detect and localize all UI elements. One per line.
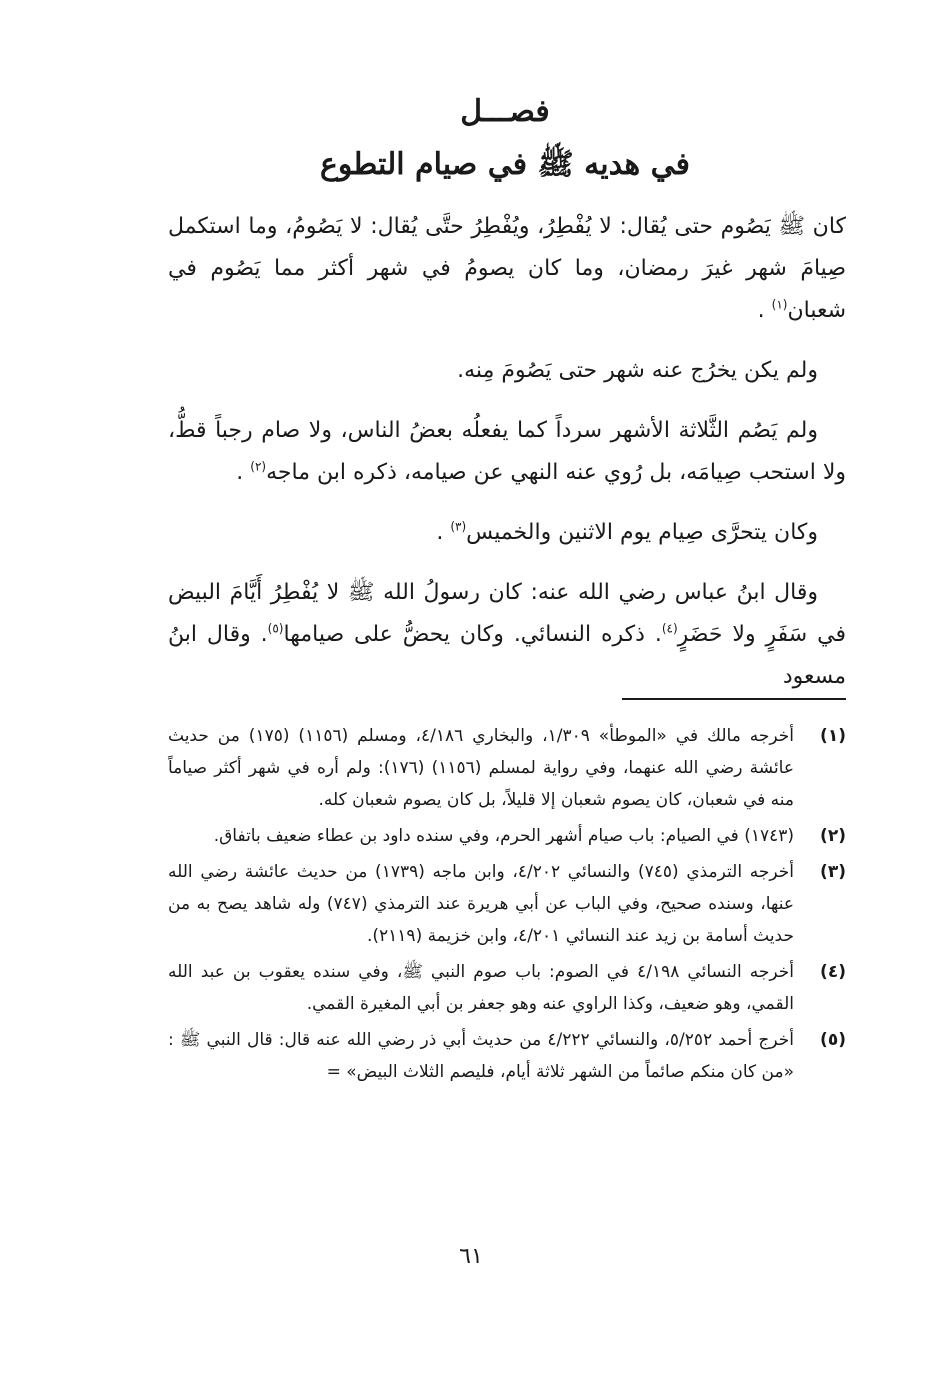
footnote-number: (٥) bbox=[820, 1030, 846, 1050]
paragraph-text-after: . ذكره النسائي. وكان يحضُّ على صيامها bbox=[283, 622, 662, 647]
footnote bbox=[168, 720, 846, 816]
paragraph-text: ولم يكن يخرُج عنه شهر حتى يَصُومَ مِنه. bbox=[457, 358, 818, 383]
footnote-number: (٤) bbox=[820, 962, 846, 982]
paragraph bbox=[168, 512, 846, 554]
footnote-number: (٢) bbox=[820, 826, 846, 846]
footnote-reference: (٢) bbox=[250, 459, 267, 474]
footnote-reference: (٥) bbox=[267, 621, 284, 636]
paragraph-text-after: . bbox=[236, 460, 251, 485]
footnote-text: (١٧٤٣) في الصيام: باب صيام أشهر الحرم، وفي سنده داود بن عطاء ضعيف باتفاق. bbox=[213, 826, 794, 846]
paragraph bbox=[168, 350, 846, 392]
paragraph-text: ولم يَصُم الثَّلاثة الأشهر سرداً كما يفعلُه بعضُ الناس، ولا صام رجباً قطُّ، ولا استحب صِيامَه، بل رُوي عنه النهي عن صيامه، ذكره ابن ماجه bbox=[168, 418, 846, 485]
section-title: في هديه ﷺ في صيام التطوع bbox=[320, 147, 690, 182]
paragraph-text: كان ﷺ يَصُوم حتى يُقال: لا يُفْطِرُ، ويُفْطِرُ حتَّى يُقال: لا يَصُومُ، وما استكمل صِيامَ شهر غيرَ رمضان، وما كان يصومُ في شهر أكثر مما يَصُوم في شعبان bbox=[168, 214, 846, 323]
paragraph-text-after: . وقال ابنُ مسعود bbox=[168, 622, 846, 689]
footnote-text: أخرج أحمد ٥/٢٥٢، والنسائي ٤/٢٢٢ من حديث أبي ذر رضي الله عنه قال: قال النبي ﷺ : «من كان منكم صائماً من الشهر ثلاثة أيام، فليصم الثلاث البيض» = bbox=[168, 1030, 794, 1082]
footnote-reference: (٤) bbox=[661, 621, 678, 636]
paragraph bbox=[168, 410, 846, 494]
page-number: ٦١ bbox=[459, 1244, 483, 1269]
footnote-text: أخرجه مالك في «الموطأ» ١/٣٠٩، والبخاري ٤/١٨٦، ومسلم (١١٥٦) (١٧٥) من حديث عائشة رضي الله عنهما، وفي رواية لمسلم (١١٥٦) (١٧٦): ولم أره في شهر أكثر صياماً منه في شعبان، كان يصوم شعبان إلا قليلاً، بل كان يصوم شعبان كله. bbox=[168, 726, 795, 810]
footnote-reference: (٣) bbox=[450, 519, 467, 534]
paragraph-text-after: . bbox=[757, 298, 772, 323]
paragraph bbox=[168, 206, 846, 332]
main-text bbox=[168, 206, 846, 716]
footnote-number: (٣) bbox=[820, 862, 846, 882]
footnote bbox=[168, 956, 846, 1020]
paragraph bbox=[168, 572, 846, 698]
footnote-text: أخرجه الترمذي (٧٤٥) والنسائي ٤/٢٠٢، وابن ماجه (١٧٣٩) من حديث عائشة رضي الله عنها، وسنده صحيح، وفي الباب عن أبي هريرة عند الترمذي (٧٤٧) وله شاهد يصح به من حديث أسامة بن زيد عند النسائي ٤/٢٠١، وابن خزيمة (٢١١٩). bbox=[168, 862, 794, 946]
footnote-separator bbox=[622, 698, 846, 700]
footnote-reference: (١) bbox=[771, 297, 788, 312]
footnote bbox=[168, 1024, 846, 1088]
footnote-text: أخرجه النسائي ٤/١٩٨ في الصوم: باب صوم النبي ﷺ، وفي سنده يعقوب بن عبد الله القمي، وهو ضعيف، وكذا الراوي عنه وهو جعفر بن أبي المغيرة القمي. bbox=[168, 962, 794, 1014]
footnote bbox=[168, 856, 846, 952]
chapter-heading: فصـــل bbox=[460, 94, 550, 129]
footnote bbox=[168, 820, 846, 852]
footnotes bbox=[168, 720, 846, 1092]
footnote-number: (١) bbox=[820, 726, 846, 746]
paragraph-text-after: . bbox=[436, 520, 451, 545]
paragraph-text: وكان يتحرَّى صِيام يوم الاثنين والخميس bbox=[466, 520, 818, 545]
paragraph-text: وقال ابنُ عباس رضي الله عنه: كان رسولُ الله ﷺ لا يُفْطِرُ أَيَّامَ البيض في سَفَرٍ ولا حَضَرٍ bbox=[168, 580, 846, 647]
